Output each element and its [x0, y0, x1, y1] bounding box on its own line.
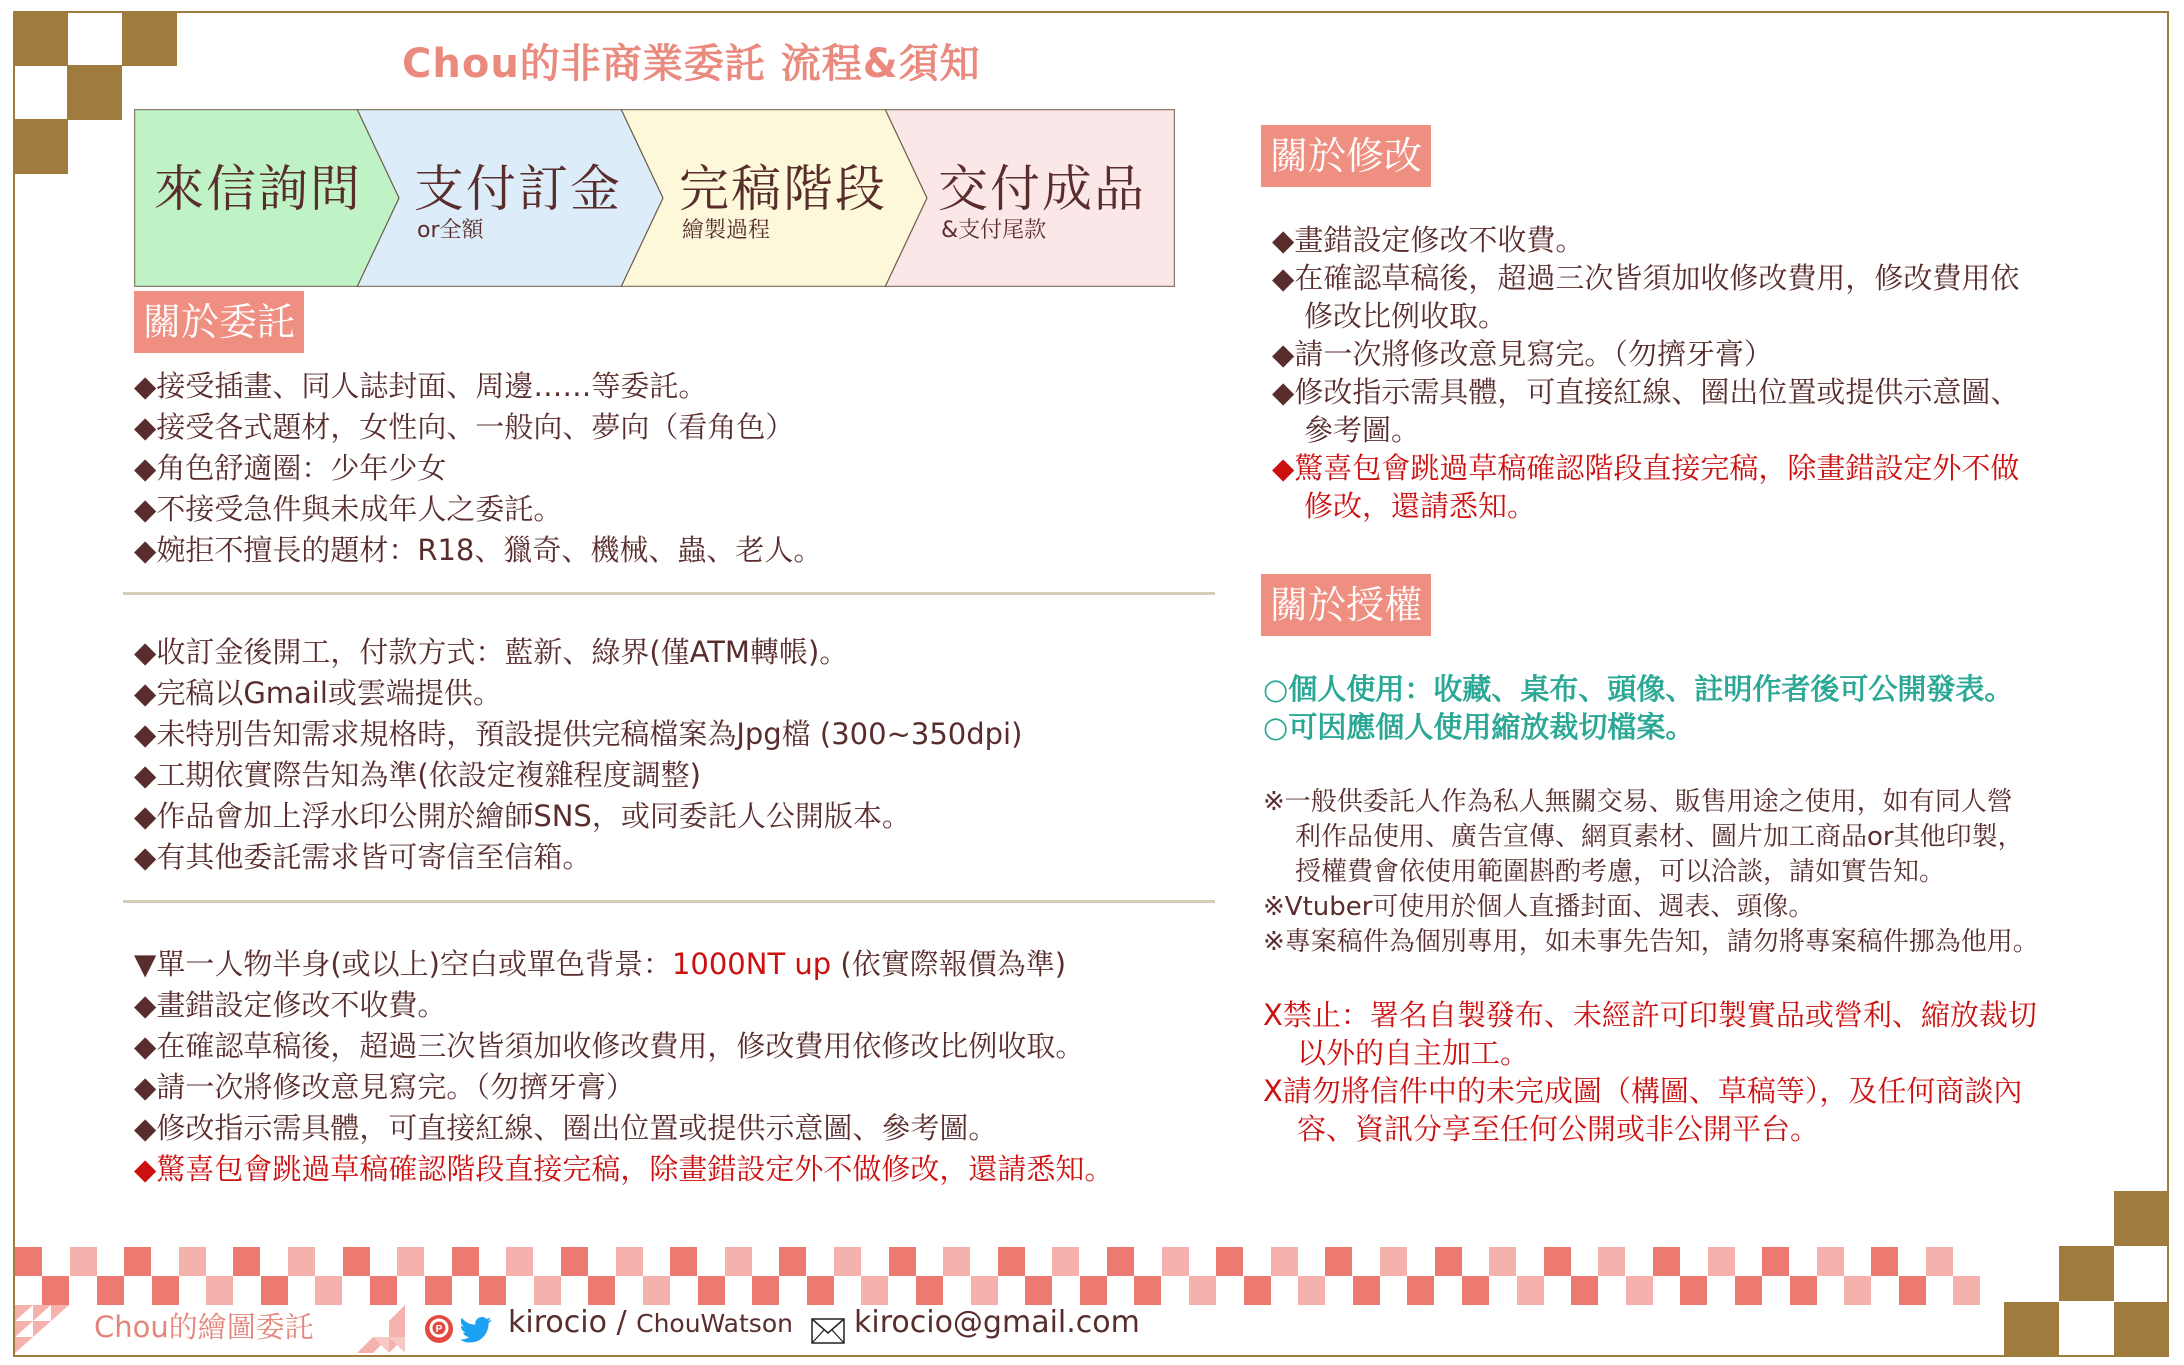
corner-square	[122, 11, 177, 66]
band-cell	[1216, 1247, 1243, 1276]
forbidden-item: X禁止：署名自製發布、未經許可印製實品或營利、縮放裁切	[1263, 998, 2037, 1032]
corner-square	[2059, 1246, 2114, 1301]
allowed-item: ○可因應個人使用縮放裁切檔案。	[1263, 710, 1695, 744]
band-cell	[1325, 1247, 1352, 1276]
diamond-bullet-icon: ◆	[134, 533, 157, 567]
band-cell	[861, 1276, 888, 1305]
list-item: ◆婉拒不擅長的題材：R18、獵奇、機械、蟲、老人。	[134, 533, 823, 567]
band-cell	[1517, 1276, 1544, 1305]
band-cell	[179, 1247, 206, 1276]
mail-icon	[811, 1318, 845, 1344]
triangle-pattern-icon	[357, 1305, 405, 1353]
diamond-bullet-icon: ◆	[134, 1111, 157, 1145]
warning-item-continued: 修改，還請悉知。	[1304, 489, 1537, 523]
band-cell	[998, 1247, 1025, 1276]
band-cell	[698, 1276, 725, 1305]
step-sublabel: or全額	[417, 218, 484, 243]
diamond-bullet-icon: ◆	[134, 1029, 157, 1063]
band-cell	[534, 1276, 561, 1305]
step-sublabel: 繪製過程	[682, 218, 771, 243]
band-cell	[1298, 1276, 1325, 1305]
forbidden-item: X請勿將信件中的未完成圖（構圖、草稿等），及任何商談內	[1263, 1074, 2023, 1108]
band-cell	[889, 1247, 916, 1276]
list-item: ◆不接受急件與未成年人之委託。	[134, 492, 563, 526]
social-handles[interactable]: kirocio / ChouWatson	[508, 1305, 793, 1340]
diamond-bullet-icon: ◆	[134, 1152, 157, 1186]
band-cell	[370, 1276, 397, 1305]
step-label: 完稿階段	[679, 160, 887, 218]
diamond-bullet-icon: ◆	[134, 369, 157, 403]
diamond-bullet-icon: ◆	[134, 410, 157, 444]
diamond-bullet-icon: ◆	[134, 799, 157, 833]
diamond-bullet-icon: ◆	[134, 988, 157, 1022]
band-cell	[506, 1247, 533, 1276]
band-cell	[670, 1247, 697, 1276]
band-cell	[97, 1276, 124, 1305]
price-value: 1000NT up	[671, 947, 832, 981]
band-cell	[1271, 1247, 1298, 1276]
diamond-bullet-icon: ◆	[1272, 337, 1295, 371]
plurk-icon	[424, 1314, 454, 1344]
list-item: ◆接受插畫、同人誌封面、周邊……等委託。	[134, 369, 708, 403]
twitter-link[interactable]	[460, 1316, 492, 1344]
diamond-bullet-icon: ◆	[134, 840, 157, 874]
band-cell	[561, 1247, 588, 1276]
band-cell	[807, 1276, 834, 1305]
band-cell	[1626, 1276, 1653, 1305]
band-cell	[971, 1276, 998, 1305]
band-cell	[261, 1276, 288, 1305]
band-cell	[124, 1247, 151, 1276]
band-cell	[1790, 1276, 1817, 1305]
diamond-bullet-icon: ◆	[134, 451, 157, 485]
band-cell	[233, 1247, 260, 1276]
diamond-bullet-icon: ◆	[1272, 451, 1295, 485]
note-line: ※專案稿件為個別專用，如未事先告知，請勿將專案稿件挪為他用。	[1263, 927, 2039, 957]
list-item: ◆有其他委託需求皆可寄信至信箱。	[134, 840, 592, 874]
note-line: ※Vtuber可使用於個人直播封面、週表、頭像。	[1263, 892, 1815, 922]
band-cell	[1462, 1276, 1489, 1305]
diamond-bullet-icon: ◆	[134, 635, 157, 669]
band-cell	[1544, 1247, 1571, 1276]
step-label: 支付訂金	[414, 160, 622, 218]
band-cell	[1353, 1276, 1380, 1305]
section-header-license: 關於授權	[1261, 574, 1431, 636]
diamond-bullet-icon: ◆	[134, 676, 157, 710]
circle-bullet-icon: ○	[1263, 710, 1289, 744]
band-cell	[15, 1247, 42, 1276]
band-cell	[1134, 1276, 1161, 1305]
allowed-item: ○個人使用：收藏、桌布、頭像、註明作者後可公開發表。	[1263, 672, 2014, 706]
band-cell	[1708, 1247, 1735, 1276]
list-item: ◆請一次將修改意見寫完。（勿擠牙膏）	[1272, 337, 1773, 371]
note-line: 授權費會依使用範圍斟酌考慮，可以洽談，請如實告知。	[1295, 857, 1946, 887]
page-title: Chou的非商業委託 流程&須知	[402, 41, 981, 87]
step-label: 來信詢問	[154, 160, 362, 218]
diamond-bullet-icon: ◆	[1272, 223, 1295, 257]
band-cell	[1052, 1247, 1079, 1276]
band-cell	[1598, 1247, 1625, 1276]
list-item: ◆畫錯設定修改不收費。	[134, 988, 447, 1022]
band-cell	[1735, 1276, 1762, 1305]
diamond-bullet-icon: ◆	[134, 492, 157, 526]
social-handle: kirocio	[508, 1305, 607, 1340]
diamond-bullet-icon: ◆	[1272, 261, 1295, 295]
triangle-pattern-icon	[15, 1305, 69, 1355]
band-cell	[643, 1276, 670, 1305]
list-item: ◆完稿以Gmail或雲端提供。	[134, 676, 502, 710]
step-label: 交付成品	[938, 160, 1146, 218]
checkered-band	[15, 1247, 2005, 1305]
band-cell	[1407, 1276, 1434, 1305]
band-cell	[752, 1276, 779, 1305]
list-item: ◆在確認草稿後，超過三次皆須加收修改費用，修改費用依	[1272, 261, 2020, 295]
plurk-link[interactable]	[424, 1314, 454, 1344]
social-name: ChouWatson	[636, 1309, 793, 1338]
circle-bullet-icon: ○	[1263, 672, 1289, 706]
step-sublabel: &支付尾款	[941, 218, 1047, 243]
corner-square	[13, 11, 68, 66]
band-cell	[1762, 1247, 1789, 1276]
section-header-revision: 關於修改	[1261, 125, 1431, 187]
band-cell	[834, 1247, 861, 1276]
list-item-continued: 參考圖。	[1304, 413, 1421, 447]
band-cell	[315, 1276, 342, 1305]
diamond-bullet-icon: ◆	[134, 1070, 157, 1104]
band-cell	[425, 1276, 452, 1305]
corner-square	[67, 65, 122, 120]
corner-square	[2114, 1302, 2169, 1357]
band-cell	[1162, 1247, 1189, 1276]
list-item: ◆未特別告知需求規格時，預設提供完稿檔案為Jpg檔 (300~350dpi)	[134, 717, 1023, 751]
band-cell	[152, 1276, 179, 1305]
diamond-bullet-icon: ◆	[1272, 375, 1295, 409]
section-divider	[123, 592, 1215, 595]
band-cell	[1244, 1276, 1271, 1305]
band-cell	[288, 1247, 315, 1276]
footer-brand: Chou的繪圖委託	[94, 1310, 314, 1344]
list-item: ◆工期依實際告知為準(依設定複雜程度調整)	[134, 758, 701, 792]
triangle-bullet-icon: ▼	[134, 947, 157, 981]
list-item: ◆在確認草稿後，超過三次皆須加收修改費用，修改費用依修改比例收取。	[134, 1029, 1085, 1063]
band-cell	[1844, 1276, 1871, 1305]
process-banner	[134, 109, 1175, 287]
section-divider	[123, 900, 1215, 903]
diamond-bullet-icon: ◆	[134, 758, 157, 792]
band-cell	[206, 1276, 233, 1305]
band-cell	[616, 1247, 643, 1276]
band-cell	[588, 1276, 615, 1305]
band-cell	[779, 1247, 806, 1276]
band-cell	[70, 1247, 97, 1276]
band-cell	[42, 1276, 69, 1305]
band-cell	[479, 1276, 506, 1305]
price-line: ▼單一人物半身(或以上)空白或單色背景：1000NT up (依實際報價為準)	[134, 947, 1067, 981]
list-item: ◆請一次將修改意見寫完。（勿擠牙膏）	[134, 1070, 635, 1104]
list-item: ◆作品會加上浮水印公開於繪師SNS，或同委託人公開版本。	[134, 799, 911, 833]
band-cell	[1817, 1247, 1844, 1276]
twitter-icon	[460, 1316, 492, 1344]
band-cell	[1080, 1276, 1107, 1305]
section-header-commission: 關於委託	[134, 291, 304, 353]
band-cell	[725, 1247, 752, 1276]
list-item-continued: 修改比例收取。	[1304, 299, 1508, 333]
band-cell	[1653, 1247, 1680, 1276]
forbidden-item-continued: 以外的自主加工。	[1297, 1036, 1530, 1070]
corner-square	[2004, 1302, 2059, 1357]
band-cell	[1571, 1276, 1598, 1305]
band-cell	[1899, 1276, 1926, 1305]
warning-item: ◆驚喜包會跳過草稿確認階段直接完稿，除畫錯設定外不做修改，還請悉知。	[134, 1152, 1114, 1186]
band-cell	[1107, 1247, 1134, 1276]
diamond-bullet-icon: ◆	[134, 717, 157, 751]
band-cell	[1189, 1276, 1216, 1305]
band-cell	[1953, 1276, 1980, 1305]
band-cell	[943, 1247, 970, 1276]
note-line: ※一般供委託人作為私人無關交易、販售用途之使用，如有同人營	[1263, 787, 2013, 817]
list-item: ◆修改指示需具體，可直接紅線、圈出位置或提供示意圖、	[1272, 375, 2020, 409]
band-cell	[397, 1247, 424, 1276]
corner-square	[2114, 1191, 2169, 1246]
corner-square	[13, 119, 68, 174]
band-cell	[916, 1276, 943, 1305]
band-cell	[1489, 1247, 1516, 1276]
list-item: ◆收訂金後開工，付款方式：藍新、綠界(僅ATM轉帳)。	[134, 635, 849, 669]
band-cell	[1871, 1247, 1898, 1276]
note-line: 利作品使用、廣告宣傳、網頁素材、圖片加工商品or其他印製，	[1295, 822, 2024, 852]
svg-text:P: P	[435, 1324, 443, 1335]
list-item: ◆角色舒適圈：少年少女	[134, 451, 447, 485]
band-cell	[1380, 1247, 1407, 1276]
forbidden-item-continued: 容、資訊分享至任何公開或非公開平台。	[1297, 1112, 1820, 1146]
band-cell	[1435, 1247, 1462, 1276]
band-cell	[343, 1247, 370, 1276]
email-link[interactable]: kirocio@gmail.com	[854, 1305, 1140, 1340]
band-cell	[1680, 1276, 1707, 1305]
list-item: ◆修改指示需具體，可直接紅線、圈出位置或提供示意圖、參考圖。	[134, 1111, 998, 1145]
list-item: ◆畫錯設定修改不收費。	[1272, 223, 1585, 257]
band-cell	[452, 1247, 479, 1276]
band-cell	[1025, 1276, 1052, 1305]
band-cell	[1926, 1247, 1953, 1276]
list-item: ◆接受各式題材，女性向、一般向、夢向（看角色）	[134, 410, 795, 444]
warning-item: ◆驚喜包會跳過草稿確認階段直接完稿，除畫錯設定外不做	[1272, 451, 2020, 485]
